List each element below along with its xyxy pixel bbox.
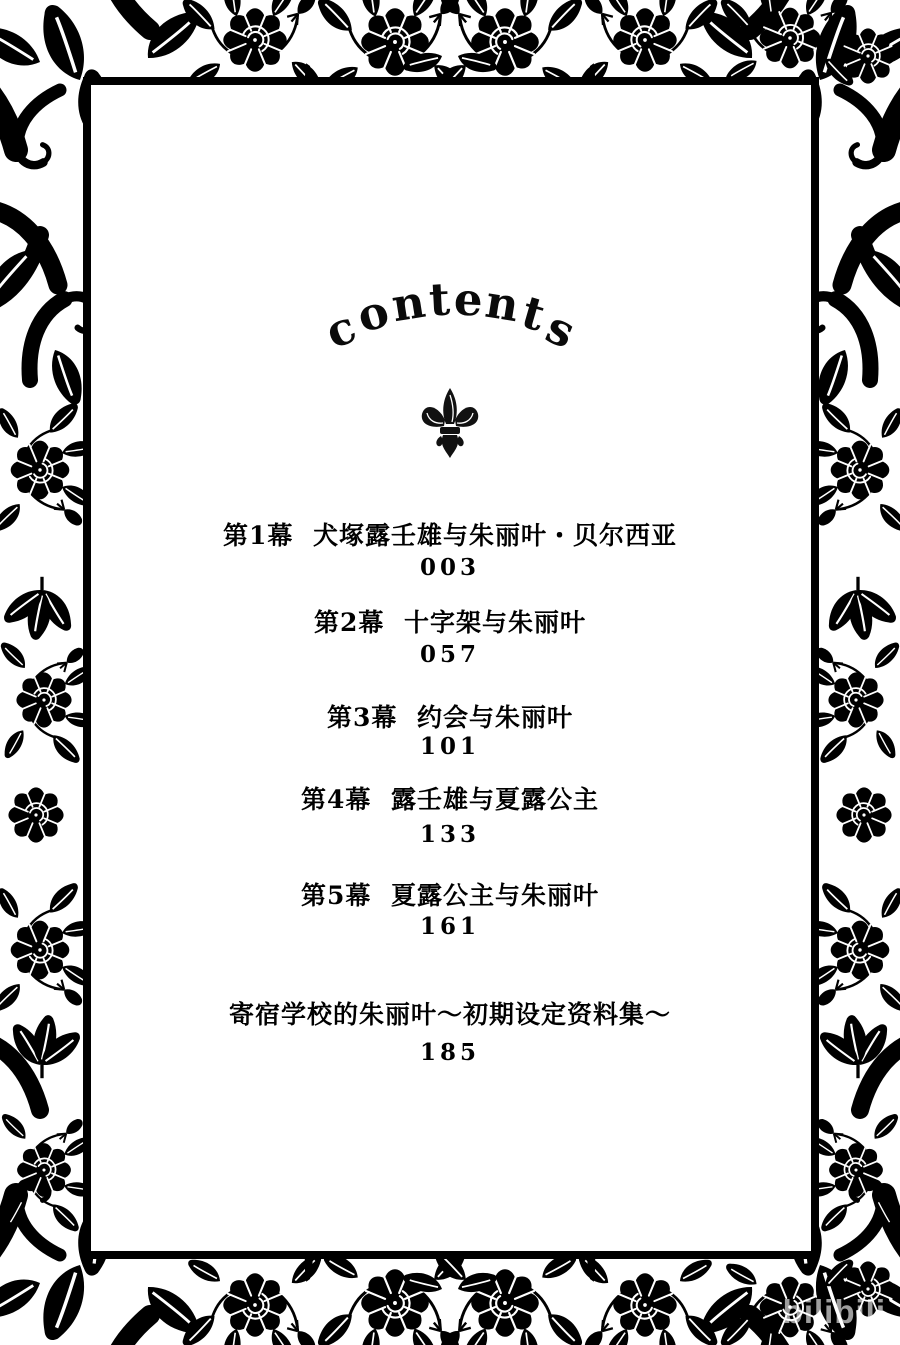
title-letter: o (351, 284, 395, 343)
contents-area (90, 85, 810, 1255)
toc-entry-title: 第2幕 十字架与朱丽叶 (313, 608, 587, 637)
toc-entry-title: 第1幕 犬塚露壬雄与朱丽叶・贝尔西亚 (222, 521, 678, 550)
title-letter: s (538, 300, 583, 359)
toc-entry-page: 133 (419, 821, 480, 848)
toc-entry-page: 101 (419, 733, 480, 760)
title-letter: t (427, 272, 452, 327)
title-letter: t (516, 285, 551, 342)
title-letter: c (317, 299, 364, 360)
bilibili-watermark: bilibili (782, 1293, 886, 1330)
page-title (90, 272, 810, 360)
toc-entry-title: 第4幕 露壬雄与夏露公主 (300, 785, 600, 814)
toc-entry-title: 第3幕 约会与朱丽叶 (326, 703, 574, 732)
title-letter: n (482, 274, 524, 333)
toc-entry-page: 185 (419, 1039, 480, 1066)
title-letter: e (452, 272, 484, 327)
title-letter: n (388, 274, 429, 333)
toc-entry-page: 003 (419, 554, 480, 581)
toc-entry-title: 第5幕 夏露公主与朱丽叶 (300, 881, 600, 910)
fleur-de-lis-icon (420, 386, 480, 466)
toc-entry-page: 161 (419, 913, 480, 940)
toc-entry-title: 寄宿学校的朱丽叶～初期设定资料集～ (228, 1000, 671, 1029)
toc-entry-page: 057 (419, 641, 480, 668)
